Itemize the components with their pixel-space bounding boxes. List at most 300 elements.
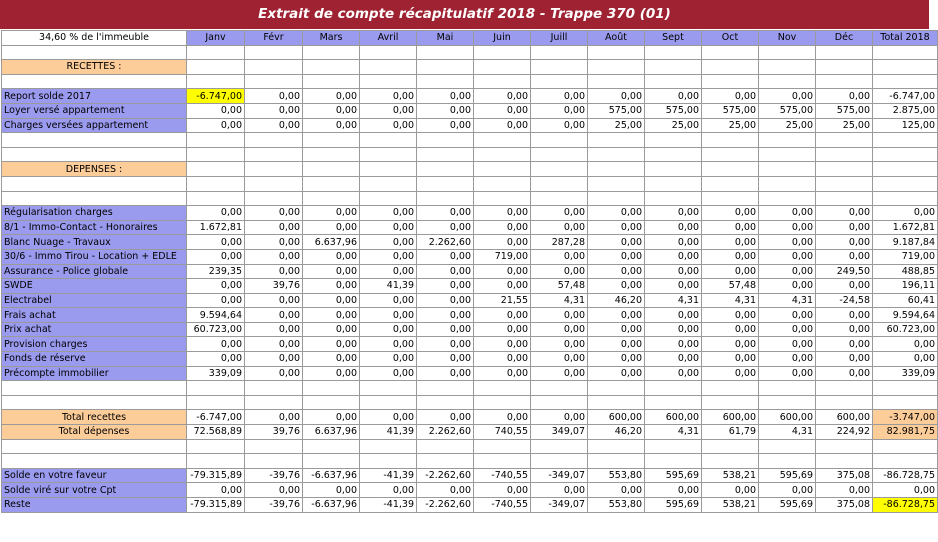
total-value: 600,00 bbox=[816, 410, 873, 425]
row-month-value: 0,00 bbox=[360, 235, 417, 250]
row-month-value: 0,00 bbox=[702, 264, 759, 279]
row-month-value: 0,00 bbox=[759, 337, 816, 352]
row-month-value: 0,00 bbox=[474, 103, 531, 118]
empty-cell bbox=[759, 133, 816, 148]
empty-cell bbox=[474, 74, 531, 89]
row-month-value: 0,00 bbox=[245, 352, 303, 367]
month-header: Juin bbox=[474, 31, 531, 46]
empty-cell bbox=[759, 162, 816, 177]
row-month-value: 0,00 bbox=[759, 308, 816, 323]
row-month-value: 0,00 bbox=[187, 118, 245, 133]
total-value: 600,00 bbox=[645, 410, 702, 425]
total-value: 6.637,96 bbox=[303, 425, 360, 440]
row-month-value: 0,00 bbox=[588, 279, 645, 294]
row-label: Solde en votre faveur bbox=[2, 468, 187, 483]
empty-cell bbox=[360, 60, 417, 75]
empty-cell bbox=[303, 162, 360, 177]
row-month-value: 595,69 bbox=[759, 468, 816, 483]
empty-cell bbox=[187, 176, 245, 191]
empty-cell bbox=[531, 191, 588, 206]
row-month-value: 375,08 bbox=[816, 498, 873, 513]
row-month-value: 0,00 bbox=[245, 308, 303, 323]
empty-cell bbox=[702, 439, 759, 454]
row-label: Précompte immobilier bbox=[2, 366, 187, 381]
row-month-value: 0,00 bbox=[816, 322, 873, 337]
total-value: 72.568,89 bbox=[187, 425, 245, 440]
empty-cell bbox=[816, 60, 873, 75]
empty-cell bbox=[474, 454, 531, 469]
row-total-value: 0,00 bbox=[873, 337, 938, 352]
empty-cell bbox=[702, 176, 759, 191]
empty-cell bbox=[645, 45, 702, 60]
row-month-value: 0,00 bbox=[187, 206, 245, 221]
total-value: 740,55 bbox=[474, 425, 531, 440]
empty-cell bbox=[645, 147, 702, 162]
row-month-value: 0,00 bbox=[474, 206, 531, 221]
empty-cell bbox=[187, 454, 245, 469]
row-month-value: 553,80 bbox=[588, 498, 645, 513]
empty-cell bbox=[303, 147, 360, 162]
share-label: 34,60 % de l'immeuble bbox=[2, 31, 187, 46]
empty-cell bbox=[645, 395, 702, 410]
table-row bbox=[2, 293, 938, 308]
row-month-value: 339,09 bbox=[187, 366, 245, 381]
row-month-value: 239,35 bbox=[187, 264, 245, 279]
row-total-value: 9.594,64 bbox=[873, 308, 938, 323]
row-total-value: 125,00 bbox=[873, 118, 938, 133]
row-month-value: 0,00 bbox=[187, 235, 245, 250]
row-month-value: 0,00 bbox=[816, 308, 873, 323]
empty-cell bbox=[2, 176, 187, 191]
row-label: Frais achat bbox=[2, 308, 187, 323]
row-month-value: 553,80 bbox=[588, 468, 645, 483]
empty-cell bbox=[531, 45, 588, 60]
row-month-value: 0,00 bbox=[417, 249, 474, 264]
row-month-value: -740,55 bbox=[474, 468, 531, 483]
row-label: Solde viré sur votre Cpt bbox=[2, 483, 187, 498]
month-header: Août bbox=[588, 31, 645, 46]
empty-row bbox=[2, 45, 938, 60]
row-month-value: 0,00 bbox=[360, 337, 417, 352]
row-month-value: 4,31 bbox=[702, 293, 759, 308]
row-month-value: 538,21 bbox=[702, 468, 759, 483]
row-month-value: 0,00 bbox=[474, 118, 531, 133]
row-month-value: 0,00 bbox=[702, 220, 759, 235]
empty-cell bbox=[873, 74, 938, 89]
empty-cell bbox=[187, 147, 245, 162]
row-month-value: 0,00 bbox=[187, 352, 245, 367]
empty-cell bbox=[816, 381, 873, 396]
row-label: Blanc Nuage - Travaux bbox=[2, 235, 187, 250]
row-month-value: 0,00 bbox=[245, 322, 303, 337]
row-month-value: 0,00 bbox=[360, 249, 417, 264]
row-month-value: 0,00 bbox=[645, 337, 702, 352]
row-total-value: -6.747,00 bbox=[873, 89, 938, 104]
total-value: 41,39 bbox=[360, 425, 417, 440]
row-month-value: 0,00 bbox=[531, 118, 588, 133]
row-month-value: 0,00 bbox=[303, 366, 360, 381]
empty-cell bbox=[303, 381, 360, 396]
recettes-section-label: RECETTES : bbox=[2, 60, 187, 75]
row-month-value: 0,00 bbox=[360, 308, 417, 323]
row-month-value: 0,00 bbox=[759, 322, 816, 337]
table-row bbox=[2, 235, 938, 250]
row-month-value: 0,00 bbox=[245, 206, 303, 221]
table-row bbox=[2, 103, 938, 118]
empty-cell bbox=[2, 191, 187, 206]
row-month-value: 0,00 bbox=[531, 337, 588, 352]
table-row bbox=[2, 337, 938, 352]
recettes-section bbox=[2, 60, 938, 75]
row-total-value: 2.875,00 bbox=[873, 103, 938, 118]
empty-cell bbox=[474, 45, 531, 60]
row-month-value: 0,00 bbox=[474, 322, 531, 337]
row-month-value: 0,00 bbox=[474, 264, 531, 279]
row-month-value: -2.262,60 bbox=[417, 498, 474, 513]
row-month-value: 0,00 bbox=[417, 337, 474, 352]
row-month-value: 0,00 bbox=[303, 483, 360, 498]
row-label: 8/1 - Immo-Contact - Honoraires bbox=[2, 220, 187, 235]
row-month-value: 0,00 bbox=[187, 103, 245, 118]
empty-cell bbox=[702, 74, 759, 89]
empty-cell bbox=[759, 74, 816, 89]
empty-cell bbox=[702, 162, 759, 177]
empty-cell bbox=[360, 176, 417, 191]
empty-cell bbox=[474, 439, 531, 454]
row-month-value: 0,00 bbox=[531, 103, 588, 118]
table-row bbox=[2, 308, 938, 323]
row-month-value: 4,31 bbox=[759, 293, 816, 308]
row-total-value: -86.728,75 bbox=[873, 468, 938, 483]
empty-row bbox=[2, 439, 938, 454]
row-total-value: 0,00 bbox=[873, 483, 938, 498]
empty-cell bbox=[303, 176, 360, 191]
row-month-value: 0,00 bbox=[303, 103, 360, 118]
row-month-value: 0,00 bbox=[303, 264, 360, 279]
empty-cell bbox=[759, 60, 816, 75]
row-month-value: 0,00 bbox=[588, 366, 645, 381]
row-month-value: 1.672,81 bbox=[187, 220, 245, 235]
row-month-value: 0,00 bbox=[474, 235, 531, 250]
empty-cell bbox=[759, 454, 816, 469]
row-month-value: 0,00 bbox=[816, 279, 873, 294]
row-month-value: 0,00 bbox=[645, 352, 702, 367]
row-month-value: 0,00 bbox=[303, 308, 360, 323]
empty-cell bbox=[360, 191, 417, 206]
row-label: Electrabel bbox=[2, 293, 187, 308]
row-month-value: 0,00 bbox=[759, 264, 816, 279]
empty-cell bbox=[360, 454, 417, 469]
row-month-value: 0,00 bbox=[303, 118, 360, 133]
row-month-value: 0,00 bbox=[531, 264, 588, 279]
empty-cell bbox=[759, 45, 816, 60]
empty-cell bbox=[417, 147, 474, 162]
row-total-value: 60.723,00 bbox=[873, 322, 938, 337]
row-month-value: 0,00 bbox=[531, 352, 588, 367]
row-month-value: -79.315,89 bbox=[187, 498, 245, 513]
empty-cell bbox=[645, 176, 702, 191]
empty-cell bbox=[187, 133, 245, 148]
row-month-value: 0,00 bbox=[816, 249, 873, 264]
row-month-value: 0,00 bbox=[588, 483, 645, 498]
empty-cell bbox=[2, 74, 187, 89]
row-month-value: 39,76 bbox=[245, 279, 303, 294]
empty-cell bbox=[245, 176, 303, 191]
empty-cell bbox=[645, 191, 702, 206]
empty-cell bbox=[2, 381, 187, 396]
row-month-value: 0,00 bbox=[245, 264, 303, 279]
row-month-value: 0,00 bbox=[702, 366, 759, 381]
row-month-value: 0,00 bbox=[303, 337, 360, 352]
table-row bbox=[2, 249, 938, 264]
empty-cell bbox=[816, 176, 873, 191]
row-month-value: 0,00 bbox=[702, 235, 759, 250]
empty-cell bbox=[873, 147, 938, 162]
total-value: 349,07 bbox=[531, 425, 588, 440]
empty-cell bbox=[702, 60, 759, 75]
empty-cell bbox=[816, 162, 873, 177]
row-month-value: 0,00 bbox=[417, 118, 474, 133]
row-month-value: 0,00 bbox=[702, 308, 759, 323]
row-month-value: 0,00 bbox=[588, 206, 645, 221]
row-total-value: 196,11 bbox=[873, 279, 938, 294]
row-month-value: 0,00 bbox=[588, 352, 645, 367]
empty-cell bbox=[702, 395, 759, 410]
row-month-value: 0,00 bbox=[645, 206, 702, 221]
row-month-value: 0,00 bbox=[245, 118, 303, 133]
total-value: 0,00 bbox=[245, 410, 303, 425]
month-header: Oct bbox=[702, 31, 759, 46]
total-value: 0,00 bbox=[303, 410, 360, 425]
row-month-value: 0,00 bbox=[645, 279, 702, 294]
row-total-value: 1.672,81 bbox=[873, 220, 938, 235]
row-month-value: 0,00 bbox=[303, 220, 360, 235]
row-month-value: 0,00 bbox=[702, 322, 759, 337]
row-month-value: 0,00 bbox=[360, 264, 417, 279]
row-label: 30/6 - Immo Tirou - Location + EDLE bbox=[2, 249, 187, 264]
row-month-value: 0,00 bbox=[474, 337, 531, 352]
empty-cell bbox=[2, 439, 187, 454]
total-value: 61,79 bbox=[702, 425, 759, 440]
row-month-value: 0,00 bbox=[645, 308, 702, 323]
row-month-value: 0,00 bbox=[531, 483, 588, 498]
empty-cell bbox=[245, 133, 303, 148]
row-month-value: 0,00 bbox=[360, 206, 417, 221]
empty-cell bbox=[303, 133, 360, 148]
empty-cell bbox=[702, 133, 759, 148]
row-month-value: 0,00 bbox=[474, 89, 531, 104]
row-total-value: 0,00 bbox=[873, 206, 938, 221]
empty-cell bbox=[303, 74, 360, 89]
empty-cell bbox=[816, 395, 873, 410]
row-month-value: 0,00 bbox=[759, 89, 816, 104]
row-month-value: 0,00 bbox=[245, 220, 303, 235]
empty-cell bbox=[873, 176, 938, 191]
row-month-value: 0,00 bbox=[645, 483, 702, 498]
row-label: SWDE bbox=[2, 279, 187, 294]
row-month-value: 0,00 bbox=[645, 264, 702, 279]
row-month-value: 0,00 bbox=[531, 366, 588, 381]
row-total-value: -86.728,75 bbox=[873, 498, 938, 513]
row-total-value: 488,85 bbox=[873, 264, 938, 279]
total-value: 0,00 bbox=[360, 410, 417, 425]
empty-cell bbox=[360, 381, 417, 396]
empty-cell bbox=[873, 191, 938, 206]
empty-cell bbox=[588, 147, 645, 162]
row-month-value: 0,00 bbox=[702, 206, 759, 221]
row-month-value: 575,00 bbox=[759, 103, 816, 118]
row-month-value: 0,00 bbox=[531, 220, 588, 235]
month-header: Avril bbox=[360, 31, 417, 46]
row-month-value: 0,00 bbox=[360, 352, 417, 367]
month-header: Nov bbox=[759, 31, 816, 46]
row-month-value: 0,00 bbox=[360, 103, 417, 118]
row-month-value: 0,00 bbox=[645, 235, 702, 250]
empty-cell bbox=[417, 45, 474, 60]
row-month-value: 0,00 bbox=[816, 337, 873, 352]
empty-cell bbox=[245, 439, 303, 454]
row-total-value: 9.187,84 bbox=[873, 235, 938, 250]
empty-cell bbox=[303, 45, 360, 60]
empty-cell bbox=[245, 454, 303, 469]
empty-cell bbox=[2, 147, 187, 162]
empty-cell bbox=[816, 191, 873, 206]
row-month-value: 4,31 bbox=[531, 293, 588, 308]
empty-cell bbox=[873, 133, 938, 148]
empty-cell bbox=[816, 439, 873, 454]
row-month-value: 0,00 bbox=[417, 220, 474, 235]
total-label: Total recettes bbox=[2, 410, 187, 425]
row-month-value: 0,00 bbox=[303, 249, 360, 264]
empty-cell bbox=[187, 162, 245, 177]
row-month-value: 0,00 bbox=[245, 366, 303, 381]
table-row bbox=[2, 89, 938, 104]
empty-cell bbox=[588, 74, 645, 89]
header-row bbox=[2, 31, 938, 46]
row-month-value: 575,00 bbox=[702, 103, 759, 118]
empty-cell bbox=[816, 147, 873, 162]
row-month-value: 0,00 bbox=[303, 352, 360, 367]
empty-cell bbox=[531, 147, 588, 162]
row-month-value: 0,00 bbox=[474, 352, 531, 367]
row-month-value: 0,00 bbox=[303, 322, 360, 337]
row-month-value: 60.723,00 bbox=[187, 322, 245, 337]
row-month-value: 0,00 bbox=[816, 220, 873, 235]
row-month-value: 0,00 bbox=[245, 89, 303, 104]
empty-cell bbox=[360, 162, 417, 177]
row-month-value: 0,00 bbox=[588, 337, 645, 352]
total-value: 39,76 bbox=[245, 425, 303, 440]
row-month-value: 0,00 bbox=[702, 337, 759, 352]
table-row bbox=[2, 366, 938, 381]
row-month-value: 57,48 bbox=[702, 279, 759, 294]
empty-cell bbox=[588, 439, 645, 454]
empty-cell bbox=[531, 176, 588, 191]
row-month-value: 0,00 bbox=[759, 206, 816, 221]
empty-cell bbox=[645, 162, 702, 177]
empty-cell bbox=[588, 395, 645, 410]
row-label: Report solde 2017 bbox=[2, 89, 187, 104]
row-month-value: 287,28 bbox=[531, 235, 588, 250]
row-month-value: 6.637,96 bbox=[303, 235, 360, 250]
row-month-value: 57,48 bbox=[531, 279, 588, 294]
row-month-value: 46,20 bbox=[588, 293, 645, 308]
total-value: 0,00 bbox=[474, 410, 531, 425]
row-month-value: 595,69 bbox=[645, 498, 702, 513]
empty-cell bbox=[245, 147, 303, 162]
empty-cell bbox=[531, 454, 588, 469]
row-month-value: 0,00 bbox=[474, 220, 531, 235]
row-label: Loyer versé appartement bbox=[2, 103, 187, 118]
row-month-value: 0,00 bbox=[816, 206, 873, 221]
total-value: 600,00 bbox=[759, 410, 816, 425]
row-month-value: 0,00 bbox=[474, 483, 531, 498]
row-month-value: 0,00 bbox=[588, 264, 645, 279]
empty-cell bbox=[417, 176, 474, 191]
row-total-value: 60,41 bbox=[873, 293, 938, 308]
row-month-value: 0,00 bbox=[702, 89, 759, 104]
total-value: 600,00 bbox=[588, 410, 645, 425]
row-month-value: 0,00 bbox=[187, 293, 245, 308]
row-label: Provision charges bbox=[2, 337, 187, 352]
empty-cell bbox=[873, 395, 938, 410]
row-month-value: 0,00 bbox=[360, 118, 417, 133]
row-month-value: 0,00 bbox=[588, 249, 645, 264]
row-month-value: 0,00 bbox=[360, 293, 417, 308]
total-value: 82.981,75 bbox=[873, 425, 938, 440]
row-month-value: -349,07 bbox=[531, 468, 588, 483]
total-header: Total 2018 bbox=[873, 31, 938, 46]
row-month-value: 538,21 bbox=[702, 498, 759, 513]
row-month-value: 0,00 bbox=[759, 235, 816, 250]
total-row bbox=[2, 410, 938, 425]
empty-cell bbox=[588, 381, 645, 396]
empty-cell bbox=[816, 45, 873, 60]
total-value: 600,00 bbox=[702, 410, 759, 425]
row-month-value: 0,00 bbox=[245, 337, 303, 352]
row-month-value: 0,00 bbox=[474, 279, 531, 294]
row-month-value: -41,39 bbox=[360, 498, 417, 513]
empty-cell bbox=[645, 381, 702, 396]
empty-cell bbox=[417, 133, 474, 148]
month-header: Sept bbox=[645, 31, 702, 46]
row-month-value: 0,00 bbox=[531, 249, 588, 264]
empty-cell bbox=[187, 395, 245, 410]
page-title: Extrait de compte récapitulatif 2018 - Trappe 370 (01) bbox=[0, 0, 929, 29]
row-month-value: 0,00 bbox=[417, 89, 474, 104]
row-month-value: 0,00 bbox=[245, 293, 303, 308]
empty-cell bbox=[474, 133, 531, 148]
solde-row bbox=[2, 483, 938, 498]
row-month-value: 0,00 bbox=[360, 483, 417, 498]
empty-cell bbox=[360, 45, 417, 60]
row-month-value: 0,00 bbox=[360, 89, 417, 104]
row-month-value: 0,00 bbox=[759, 220, 816, 235]
empty-cell bbox=[645, 60, 702, 75]
row-month-value: -39,76 bbox=[245, 498, 303, 513]
account-table bbox=[1, 30, 938, 513]
empty-cell bbox=[303, 439, 360, 454]
row-month-value: 0,00 bbox=[588, 235, 645, 250]
empty-cell bbox=[588, 176, 645, 191]
row-month-value: 0,00 bbox=[759, 352, 816, 367]
empty-cell bbox=[588, 60, 645, 75]
empty-cell bbox=[474, 191, 531, 206]
depenses-section-label: DEPENSES : bbox=[2, 162, 187, 177]
empty-cell bbox=[303, 191, 360, 206]
row-month-value: 0,00 bbox=[474, 308, 531, 323]
row-month-value: 2.262,60 bbox=[417, 235, 474, 250]
